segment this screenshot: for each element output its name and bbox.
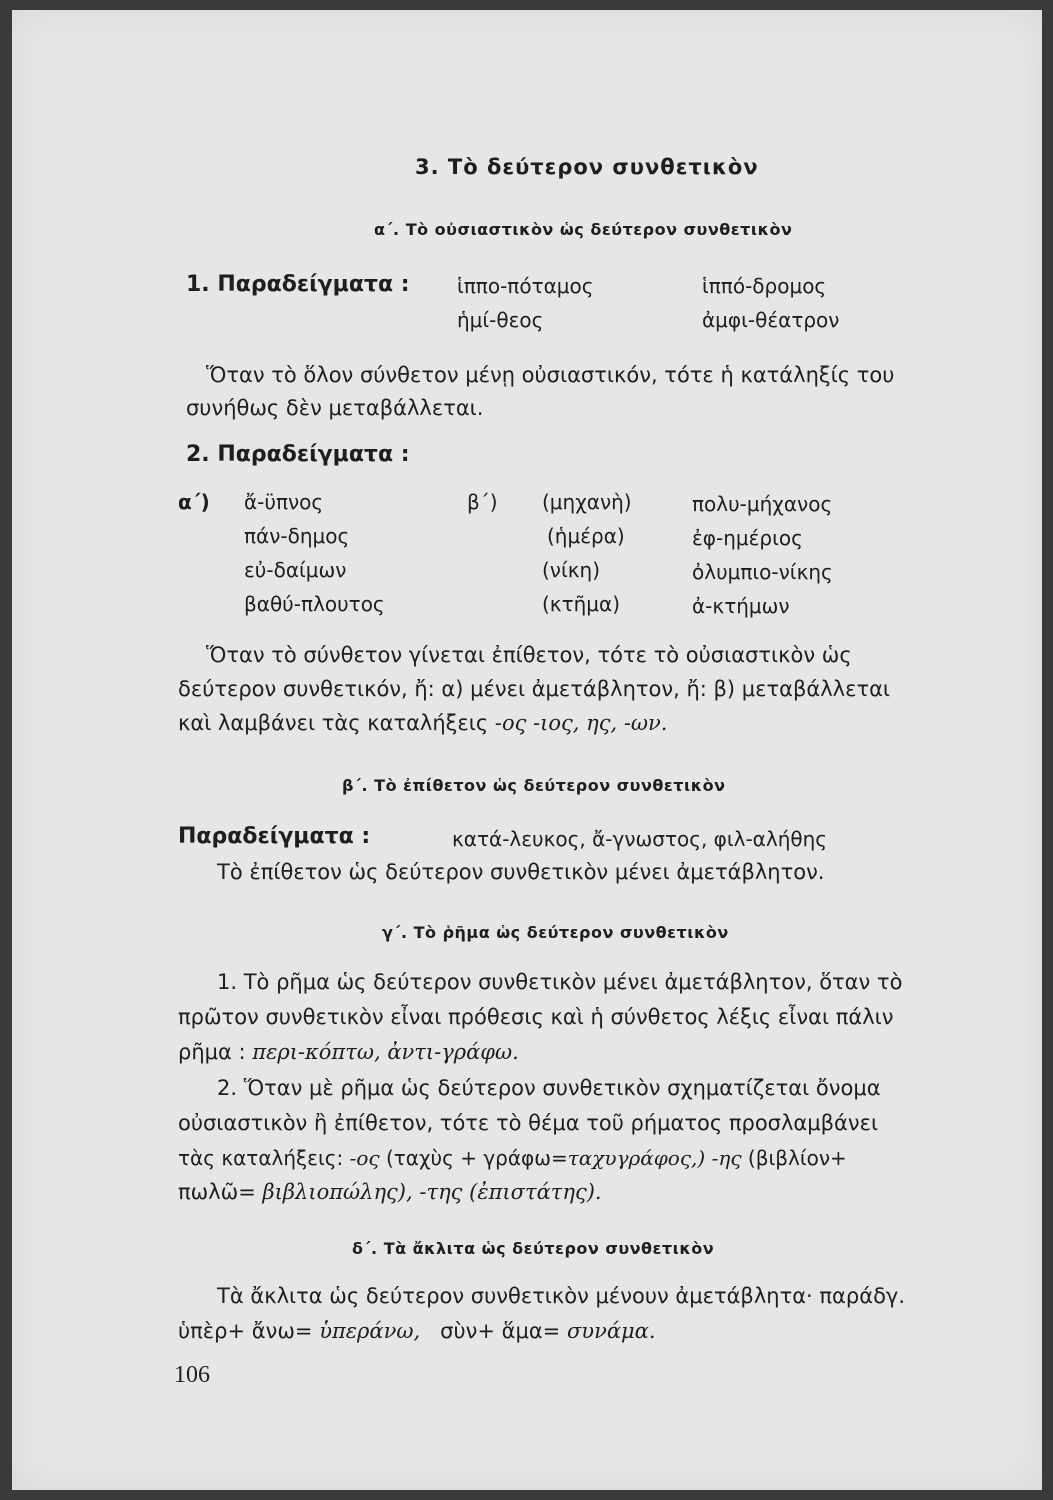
ending: -ης (711, 1146, 742, 1170)
compound-word: εὐ-δαίμων (244, 558, 347, 582)
source-noun: (νίκη) (542, 558, 601, 582)
rule-text: οὐσιαστικὸν ἢ ἐπίθετον, τότε τὸ θέμα τοῦ ρήματος προσλαμβάνει (178, 1111, 879, 1135)
example-word: συνάμα. (566, 1319, 656, 1343)
ending: -της (419, 1180, 463, 1204)
compound-word: ἀ-κτήμων (692, 594, 790, 618)
rule-text: δεύτερον συνθετικόν, ἤ: α) μένει ἀμετάβλητον, ἤ: β) μεταβάλλεται (178, 677, 891, 701)
rule-text: Τὰ ἄκλιτα ὡς δεύτερον συνθετικὸν μένουν ἀμετάβλητα· παράδγ. (217, 1284, 906, 1308)
examples-label-b: Παραδείγματα : (178, 824, 371, 849)
example-word: ἱππο-πόταμος (457, 274, 594, 298)
list-marker-beta: β΄) (467, 490, 498, 514)
example-word: βιβλιοπώλης), (262, 1180, 413, 1204)
compound-word: πολυ-μήχανος (692, 492, 833, 516)
section-d-heading: δ΄. Τὰ ἄκλιτα ὡς δεύτερον συνθετικὸν (352, 1239, 715, 1258)
example-word: ὑπεράνω, (319, 1319, 421, 1343)
rule-text: συνήθως δὲν μεταβάλλεται. (186, 396, 484, 420)
rule-text-part: (ταχὺς + γράφω= (385, 1146, 568, 1170)
example-verbs: περι-κόπτω, ἀντι-γράφω. (252, 1040, 519, 1064)
section-c-heading: γ΄. Τὸ ῥῆμα ὡς δεύτερον συνθετικὸν (382, 923, 729, 942)
compound-word: ἐφ-ημέριος (692, 526, 803, 550)
rule-text-part: τὰς καταλήξεις: (178, 1146, 344, 1170)
rule-text (178, 1180, 602, 1204)
compound-word: πάν-δημος (244, 524, 350, 548)
rule-text: 1. Τὸ ρῆμα ὡς δεύτερον συνθετικὸν μένει ἀμετάβλητον, ὅταν τὸ (217, 970, 903, 994)
examples-label-2: 2. Παραδείγματα : (186, 442, 410, 467)
rule-text: Ὅταν τὸ σύνθετον γίνεται ἐπίθετον, τότε τὸ οὐσιαστικὸν ὡς (206, 643, 852, 667)
rule-text (178, 1146, 847, 1170)
page-title: 3. Τὸ δεύτερον συνθετικὸν (415, 155, 759, 179)
compound-word: βαθύ-πλουτος (244, 592, 385, 616)
rule-text (178, 1040, 519, 1064)
source-noun: (ἡμέρα) (547, 524, 625, 548)
book-page (12, 10, 1042, 1490)
list-marker-alpha: α΄) (178, 490, 210, 514)
rule-text: 2. Ὅταν μὲ ρῆμα ὡς δεύτερον συνθετικὸν σχηματίζεται ὄνομα (217, 1076, 881, 1100)
rule-text: πρῶτον συνθετικὸν εἶναι πρόθεσις καὶ ἡ σύνθετος λέξις εἶναι πάλιν (178, 1005, 894, 1029)
page-number: 106 (174, 1362, 210, 1388)
example-word: ταχυγράφος,) (567, 1146, 706, 1170)
rule-text-part: πωλῶ= (178, 1180, 256, 1204)
rule-text-part: ὑπὲρ+ ἄνω= (178, 1319, 313, 1343)
example-word: ἱππό-δρομος (702, 274, 827, 298)
rule-text: Ὅταν τὸ ὅλον σύνθετον μένῃ οὐσιαστικόν, τότε ἡ κατάληξίς του (206, 363, 895, 387)
example-words: κατά-λευκος, ἄ-γνωστος, φιλ-αλήθης (452, 827, 828, 851)
rule-text: Τὸ ἐπίθετον ὡς δεύτερον συνθετικὸν μένει ἀμετάβλητον. (217, 860, 825, 884)
example-word: ἡμί-θεος (457, 308, 544, 332)
example-word: ἀμφι-θέατρον (702, 308, 840, 332)
endings-text: -ος -ιος, ης, -ων. (494, 711, 668, 735)
rule-text-part: σὺν+ ἅμα= (440, 1319, 561, 1343)
compound-word: ὀλυμπιο-νίκης (692, 560, 833, 584)
rule-text-part: ρῆμα : (178, 1040, 246, 1064)
compound-word: ἄ-ϋπνος (244, 490, 324, 514)
rule-text (178, 711, 667, 735)
rule-text-part: καὶ λαμβάνει τὰς καταλήξεις (178, 711, 489, 735)
rule-text (178, 1319, 656, 1343)
section-a-heading: α΄. Τὸ οὐσιαστικὸν ὡς δεύτερον συνθετικὸν (374, 220, 793, 239)
section-b-heading: β΄. Τὸ ἐπίθετον ὡς δεύτερον συνθετικὸν (342, 776, 726, 795)
example-word: (ἐπιστάτης). (469, 1180, 602, 1204)
ending: -ος (349, 1146, 380, 1170)
source-noun: (κτῆμα) (542, 592, 621, 616)
source-noun: (μηχανὴ) (542, 490, 632, 514)
examples-label-1: 1. Παραδείγματα : (186, 272, 410, 297)
rule-text-part: (βιβλίον+ (747, 1146, 847, 1170)
